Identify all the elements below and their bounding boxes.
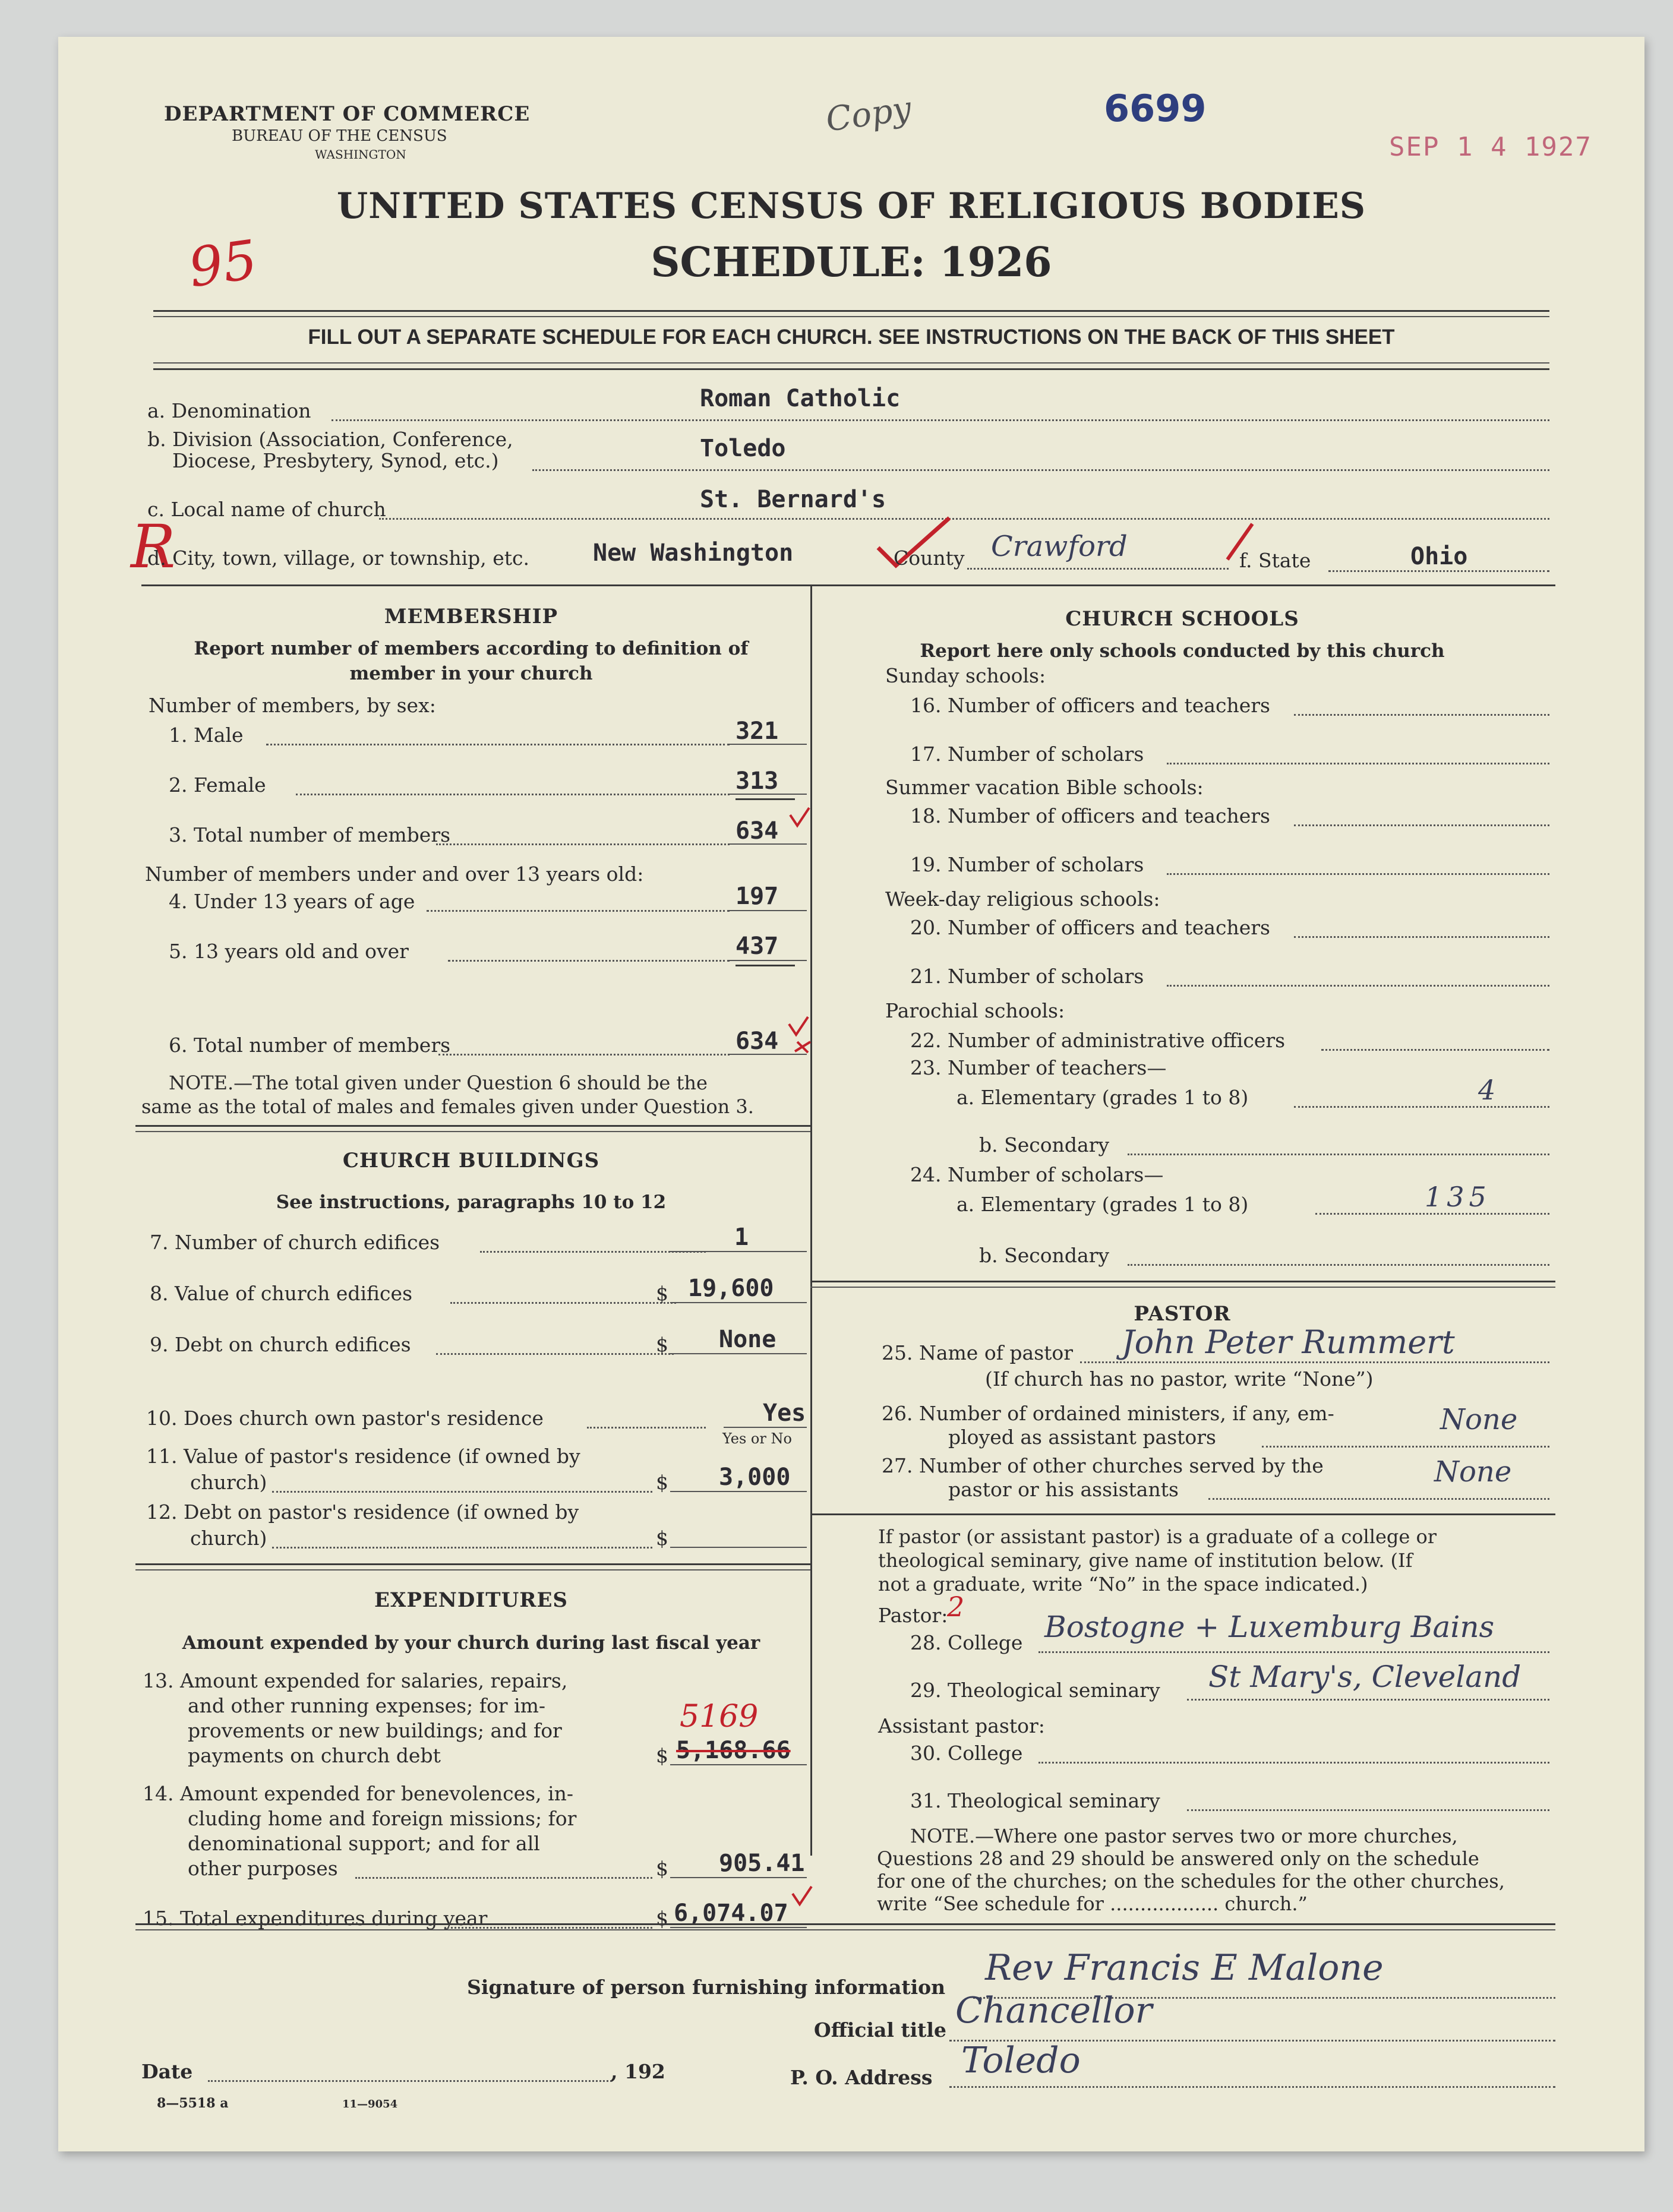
answer-line bbox=[1208, 1498, 1549, 1500]
answer-line bbox=[272, 1547, 652, 1549]
pastor-sub-label: Pastor: bbox=[878, 1604, 948, 1627]
received-date-stamp: SEP 1 4 1927 bbox=[1389, 132, 1592, 162]
answer-line bbox=[670, 1251, 807, 1252]
answer-line bbox=[1294, 714, 1549, 716]
answer-line bbox=[730, 843, 807, 845]
q10-label: 10. Does church own pastor's residence bbox=[146, 1407, 544, 1430]
answer-line bbox=[670, 1927, 807, 1928]
schools-intro: Report here only schools conducted by this church bbox=[920, 640, 1445, 662]
q26-label-line2: ployed as assistant pastors bbox=[948, 1426, 1216, 1449]
dollar-sign: $ bbox=[656, 1471, 668, 1494]
q4-label: 4. Under 13 years of age bbox=[169, 890, 415, 913]
q13-label-line3: provements or new buildings; and for bbox=[188, 1719, 562, 1742]
membership-note-line1: NOTE.—The total given under Question 6 should be the bbox=[169, 1072, 708, 1094]
answer-line bbox=[1294, 936, 1549, 938]
dollar-sign: $ bbox=[656, 1527, 668, 1550]
q7-value: 1 bbox=[734, 1224, 749, 1251]
answer-line bbox=[949, 2086, 1555, 2088]
q15-label: 15. Total expenditures during year bbox=[143, 1907, 488, 1930]
q23b-label: b. Secondary bbox=[979, 1133, 1110, 1156]
pastor-name-value: John Peter Rummert bbox=[1122, 1323, 1455, 1361]
dollar-sign: $ bbox=[656, 1744, 668, 1767]
q2-label: 2. Female bbox=[169, 773, 266, 797]
q21-label: 21. Number of scholars bbox=[910, 965, 1144, 988]
dollar-sign: $ bbox=[656, 1282, 668, 1305]
answer-line bbox=[670, 1353, 807, 1354]
state-label: f. State bbox=[1239, 549, 1311, 572]
q3-label: 3. Total number of members bbox=[169, 823, 451, 846]
expenditures-intro: Amount expended by your church during last fiscal year bbox=[182, 1632, 760, 1654]
q24a-value: 135 bbox=[1425, 1181, 1491, 1213]
rule bbox=[135, 1563, 810, 1565]
rule bbox=[810, 1287, 1555, 1288]
city-label: d. City, town, village, or township, etc. bbox=[147, 546, 530, 570]
membership-note-line2: same as the total of males and females given under Question 3. bbox=[141, 1095, 754, 1118]
q8-value: 19,600 bbox=[688, 1275, 774, 1302]
q23a-value: 4 bbox=[1478, 1074, 1496, 1106]
q12-label-line1: 12. Debt on pastor's residence (if owned by bbox=[146, 1500, 579, 1524]
rule bbox=[153, 310, 1549, 312]
membership-intro-line2: member in your church bbox=[349, 663, 593, 684]
q24a-label: a. Elementary (grades 1 to 8) bbox=[957, 1193, 1249, 1216]
answer-line bbox=[730, 744, 807, 745]
answer-line bbox=[587, 1427, 706, 1429]
dollar-sign: $ bbox=[656, 1857, 668, 1880]
answer-line bbox=[730, 960, 807, 961]
q24b-label: b. Secondary bbox=[979, 1244, 1110, 1267]
answer-line bbox=[967, 568, 1229, 570]
answer-line bbox=[730, 910, 807, 911]
q9-label: 9. Debt on church edifices bbox=[150, 1333, 411, 1356]
pastor-note-line2: Questions 28 and 29 should be answered only on the schedule bbox=[877, 1847, 1479, 1870]
answer-line bbox=[444, 1927, 652, 1929]
q28-label: 28. College bbox=[910, 1631, 1023, 1654]
q12-label-line2: church) bbox=[190, 1527, 267, 1550]
q30-label: 30. College bbox=[910, 1742, 1023, 1765]
q6-value: 634 bbox=[736, 1028, 779, 1055]
q1-label: 1. Male bbox=[169, 723, 244, 747]
q29-label: 29. Theological seminary bbox=[910, 1679, 1160, 1702]
q27-label-line1: 27. Number of other churches served by the bbox=[882, 1454, 1324, 1477]
local-name-value: St. Bernard's bbox=[700, 486, 886, 513]
q3-value: 634 bbox=[736, 817, 779, 845]
expenditures-heading: EXPENDITURES bbox=[374, 1588, 568, 1612]
q13-label-line2: and other running expenses; for im- bbox=[188, 1694, 546, 1717]
q24-label: 24. Number of scholars— bbox=[910, 1163, 1164, 1186]
rule bbox=[135, 1923, 1555, 1925]
rule bbox=[135, 1929, 1555, 1930]
answer-line bbox=[208, 2080, 612, 2082]
signature-value: Rev Francis E Malone bbox=[985, 1947, 1384, 1989]
q18-label: 18. Number of officers and teachers bbox=[910, 804, 1270, 827]
q23-label: 23. Number of teachers— bbox=[910, 1056, 1167, 1079]
rule bbox=[153, 368, 1549, 370]
q14-label-line1: 14. Amount expended for benevolences, in- bbox=[143, 1782, 574, 1805]
q22-label: 22. Number of administrative officers bbox=[910, 1029, 1286, 1052]
rule bbox=[135, 1131, 810, 1132]
q8-label: 8. Value of church edifices bbox=[150, 1282, 413, 1305]
red-check-mark bbox=[787, 1016, 816, 1057]
q19-label: 19. Number of scholars bbox=[910, 853, 1144, 876]
date-label: Date bbox=[141, 2060, 193, 2083]
answer-line bbox=[730, 794, 807, 795]
answer-line bbox=[272, 1491, 652, 1493]
county-value: Crawford bbox=[991, 530, 1128, 563]
answer-line bbox=[355, 1877, 652, 1879]
fill-out-instruction: FILL OUT A SEPARATE SCHEDULE FOR EACH CHURCH. SEE INSTRUCTIONS ON THE BACK OF THIS SHEET bbox=[308, 326, 1395, 349]
denomination-label: a. Denomination bbox=[147, 399, 311, 422]
q13-label-line4: payments on church debt bbox=[188, 1744, 441, 1767]
answer-line bbox=[450, 1302, 676, 1304]
q20-label: 20. Number of officers and teachers bbox=[910, 916, 1270, 939]
print-number: 11—9054 bbox=[342, 2098, 398, 2110]
margin-number-annotation: 95 bbox=[185, 228, 261, 300]
answer-line bbox=[1080, 1361, 1549, 1363]
q14-label-line2: cluding home and foreign missions; for bbox=[188, 1807, 577, 1830]
buildings-intro: See instructions, paragraphs 10 to 12 bbox=[276, 1192, 667, 1213]
assistant-pastor-label: Assistant pastor: bbox=[878, 1714, 1045, 1737]
weekday-schools-label: Week-day religious schools: bbox=[885, 887, 1160, 911]
po-address-label: P. O. Address bbox=[790, 2066, 933, 2089]
answer-line bbox=[1315, 1213, 1549, 1215]
official-title-label: Official title bbox=[814, 2018, 946, 2042]
q7-label: 7. Number of church edifices bbox=[150, 1231, 440, 1254]
rule bbox=[135, 1125, 810, 1127]
answer-line bbox=[1167, 763, 1549, 764]
q26-value: None bbox=[1440, 1403, 1518, 1436]
answer-line bbox=[266, 744, 730, 745]
q13-correction: 5169 bbox=[680, 1699, 759, 1734]
form-number: 8—5518 a bbox=[157, 2096, 229, 2111]
rule bbox=[153, 362, 1549, 364]
sunday-schools-label: Sunday schools: bbox=[885, 664, 1046, 687]
division-value: Toledo bbox=[700, 435, 786, 462]
answer-line bbox=[670, 1877, 807, 1878]
pastor-note-line4: write “See schedule for .................. church.” bbox=[877, 1892, 1308, 1915]
members-by-age-label: Number of members under and over 13 years old: bbox=[145, 862, 644, 886]
answer-line bbox=[427, 910, 730, 912]
answer-line bbox=[436, 1353, 674, 1355]
answer-line bbox=[1038, 1651, 1549, 1653]
dollar-sign: $ bbox=[656, 1907, 668, 1930]
q4-value: 197 bbox=[736, 883, 779, 910]
official-title-value: Chancellor bbox=[955, 1990, 1153, 2031]
q1-value: 321 bbox=[736, 718, 779, 745]
answer-line bbox=[670, 1302, 807, 1303]
graduate-instruction-line3: not a graduate, write “No” in the space indicated.) bbox=[878, 1573, 1368, 1595]
date-year-label: , 192 bbox=[611, 2060, 665, 2083]
q25-hint: (If church has no pastor, write “None”) bbox=[985, 1367, 1374, 1391]
answer-line bbox=[1294, 1106, 1549, 1108]
form-subtitle: SCHEDULE: 1926 bbox=[651, 239, 1052, 286]
department-name: DEPARTMENT OF COMMERCE bbox=[164, 102, 531, 126]
column-divider bbox=[810, 584, 812, 1856]
state-value: Ohio bbox=[1410, 543, 1468, 570]
answer-line bbox=[1128, 1264, 1549, 1266]
answer-line bbox=[1038, 1762, 1549, 1764]
answer-line bbox=[532, 469, 1549, 471]
yes-no-hint: Yes or No bbox=[722, 1430, 792, 1447]
margin-r-annotation: R bbox=[131, 512, 176, 582]
parochial-schools-label: Parochial schools: bbox=[885, 999, 1065, 1022]
schools-heading: CHURCH SCHOOLS bbox=[1065, 607, 1299, 631]
bureau-name: BUREAU OF THE CENSUS bbox=[232, 127, 447, 145]
copy-note: Copy bbox=[823, 89, 914, 140]
answer-line bbox=[670, 1491, 807, 1492]
answer-line bbox=[332, 419, 1549, 421]
membership-intro-line1: Report number of members according to definition of bbox=[194, 638, 749, 659]
answer-line bbox=[436, 843, 730, 845]
dollar-sign: $ bbox=[656, 1333, 668, 1356]
pastor-red-mark: 2 bbox=[947, 1591, 965, 1623]
city-value: New Washington bbox=[593, 539, 794, 567]
sum-underline bbox=[736, 965, 795, 966]
q23a-label: a. Elementary (grades 1 to 8) bbox=[957, 1086, 1249, 1109]
q14-label-line3: denominational support; and for all bbox=[188, 1832, 540, 1855]
q29-value: St Mary's, Cleveland bbox=[1208, 1660, 1522, 1694]
rule bbox=[135, 1569, 810, 1570]
q14-value: 905.41 bbox=[719, 1850, 805, 1877]
rule bbox=[810, 1281, 1555, 1282]
denomination-value: Roman Catholic bbox=[700, 385, 901, 412]
bureau-city: WASHINGTON bbox=[315, 147, 406, 162]
q25-label: 25. Name of pastor bbox=[882, 1341, 1074, 1364]
membership-heading: MEMBERSHIP bbox=[384, 605, 558, 628]
division-label-line1: b. Division (Association, Conference, bbox=[147, 428, 513, 451]
q17-label: 17. Number of scholars bbox=[910, 742, 1144, 766]
summer-schools-label: Summer vacation Bible schools: bbox=[885, 776, 1204, 799]
q2-value: 313 bbox=[736, 767, 779, 795]
answer-line bbox=[724, 1427, 807, 1428]
answer-line bbox=[1167, 985, 1549, 987]
rule bbox=[153, 316, 1549, 317]
answer-line bbox=[1167, 873, 1549, 875]
answer-line bbox=[670, 1764, 807, 1765]
answer-line bbox=[1294, 824, 1549, 826]
graduate-instruction-line2: theological seminary, give name of institution below. (If bbox=[878, 1549, 1413, 1572]
answer-line bbox=[438, 1054, 730, 1056]
po-address-value: Toledo bbox=[961, 2040, 1081, 2081]
q11-value: 3,000 bbox=[719, 1464, 791, 1491]
q13-label-line1: 13. Amount expended for salaries, repairs, bbox=[143, 1669, 568, 1692]
sum-underline bbox=[736, 798, 795, 800]
pastor-note-line3: for one of the churches; on the schedules for the other churches, bbox=[877, 1870, 1505, 1892]
answer-line bbox=[296, 794, 730, 795]
red-check-mark bbox=[790, 1885, 814, 1909]
form-title: UNITED STATES CENSUS OF RELIGIOUS BODIES bbox=[336, 185, 1366, 227]
answer-line bbox=[1187, 1809, 1549, 1811]
q11-label-line2: church) bbox=[190, 1471, 267, 1494]
answer-line bbox=[670, 1547, 807, 1548]
q27-label-line2: pastor or his assistants bbox=[948, 1478, 1179, 1501]
answer-line bbox=[379, 518, 1549, 520]
signature-label: Signature of person furnishing information bbox=[467, 1976, 946, 1999]
q10-value: Yes bbox=[763, 1399, 806, 1427]
graduate-instruction-line1: If pastor (or assistant pastor) is a graduate of a college or bbox=[878, 1525, 1437, 1548]
answer-line bbox=[1321, 1049, 1549, 1051]
q9-value: None bbox=[719, 1326, 776, 1353]
q26-label-line1: 26. Number of ordained ministers, if any, em- bbox=[882, 1402, 1334, 1425]
pastor-note-line1: NOTE.—Where one pastor serves two or more churches, bbox=[910, 1825, 1458, 1847]
q5-value: 437 bbox=[736, 933, 779, 960]
red-check-mark bbox=[788, 807, 812, 830]
q28-value: Bostogne + Luxemburg Bains bbox=[1044, 1610, 1495, 1644]
rule bbox=[141, 584, 1555, 586]
buildings-heading: CHURCH BUILDINGS bbox=[342, 1149, 600, 1173]
q15-value: 6,074.07 bbox=[674, 1900, 788, 1927]
county-label: County bbox=[894, 546, 965, 570]
answer-line bbox=[1187, 1699, 1549, 1701]
q31-label: 31. Theological seminary bbox=[910, 1789, 1160, 1812]
q16-label: 16. Number of officers and teachers bbox=[910, 694, 1270, 717]
schedule-number-stamp: 6699 bbox=[1104, 87, 1207, 130]
answer-line bbox=[448, 960, 730, 962]
pastor-heading: PASTOR bbox=[1134, 1302, 1231, 1326]
census-schedule-sheet bbox=[58, 37, 1644, 2151]
q27-value: None bbox=[1434, 1455, 1512, 1489]
q5-label: 5. 13 years old and over bbox=[169, 940, 409, 963]
answer-line bbox=[1262, 1446, 1549, 1448]
q14-label-line4: other purposes bbox=[188, 1857, 338, 1880]
rule bbox=[810, 1513, 1555, 1515]
answer-line bbox=[1128, 1154, 1549, 1155]
q13-value: 5,168.66 bbox=[676, 1737, 791, 1764]
members-by-sex-label: Number of members, by sex: bbox=[149, 694, 436, 717]
local-name-label: c. Local name of church bbox=[147, 498, 386, 521]
q6-label: 6. Total number of members bbox=[169, 1034, 451, 1057]
division-label-line2: Diocese, Presbytery, Synod, etc.) bbox=[172, 449, 499, 472]
answer-line bbox=[1328, 570, 1549, 572]
q11-label-line1: 11. Value of pastor's residence (if owned by bbox=[146, 1445, 580, 1468]
